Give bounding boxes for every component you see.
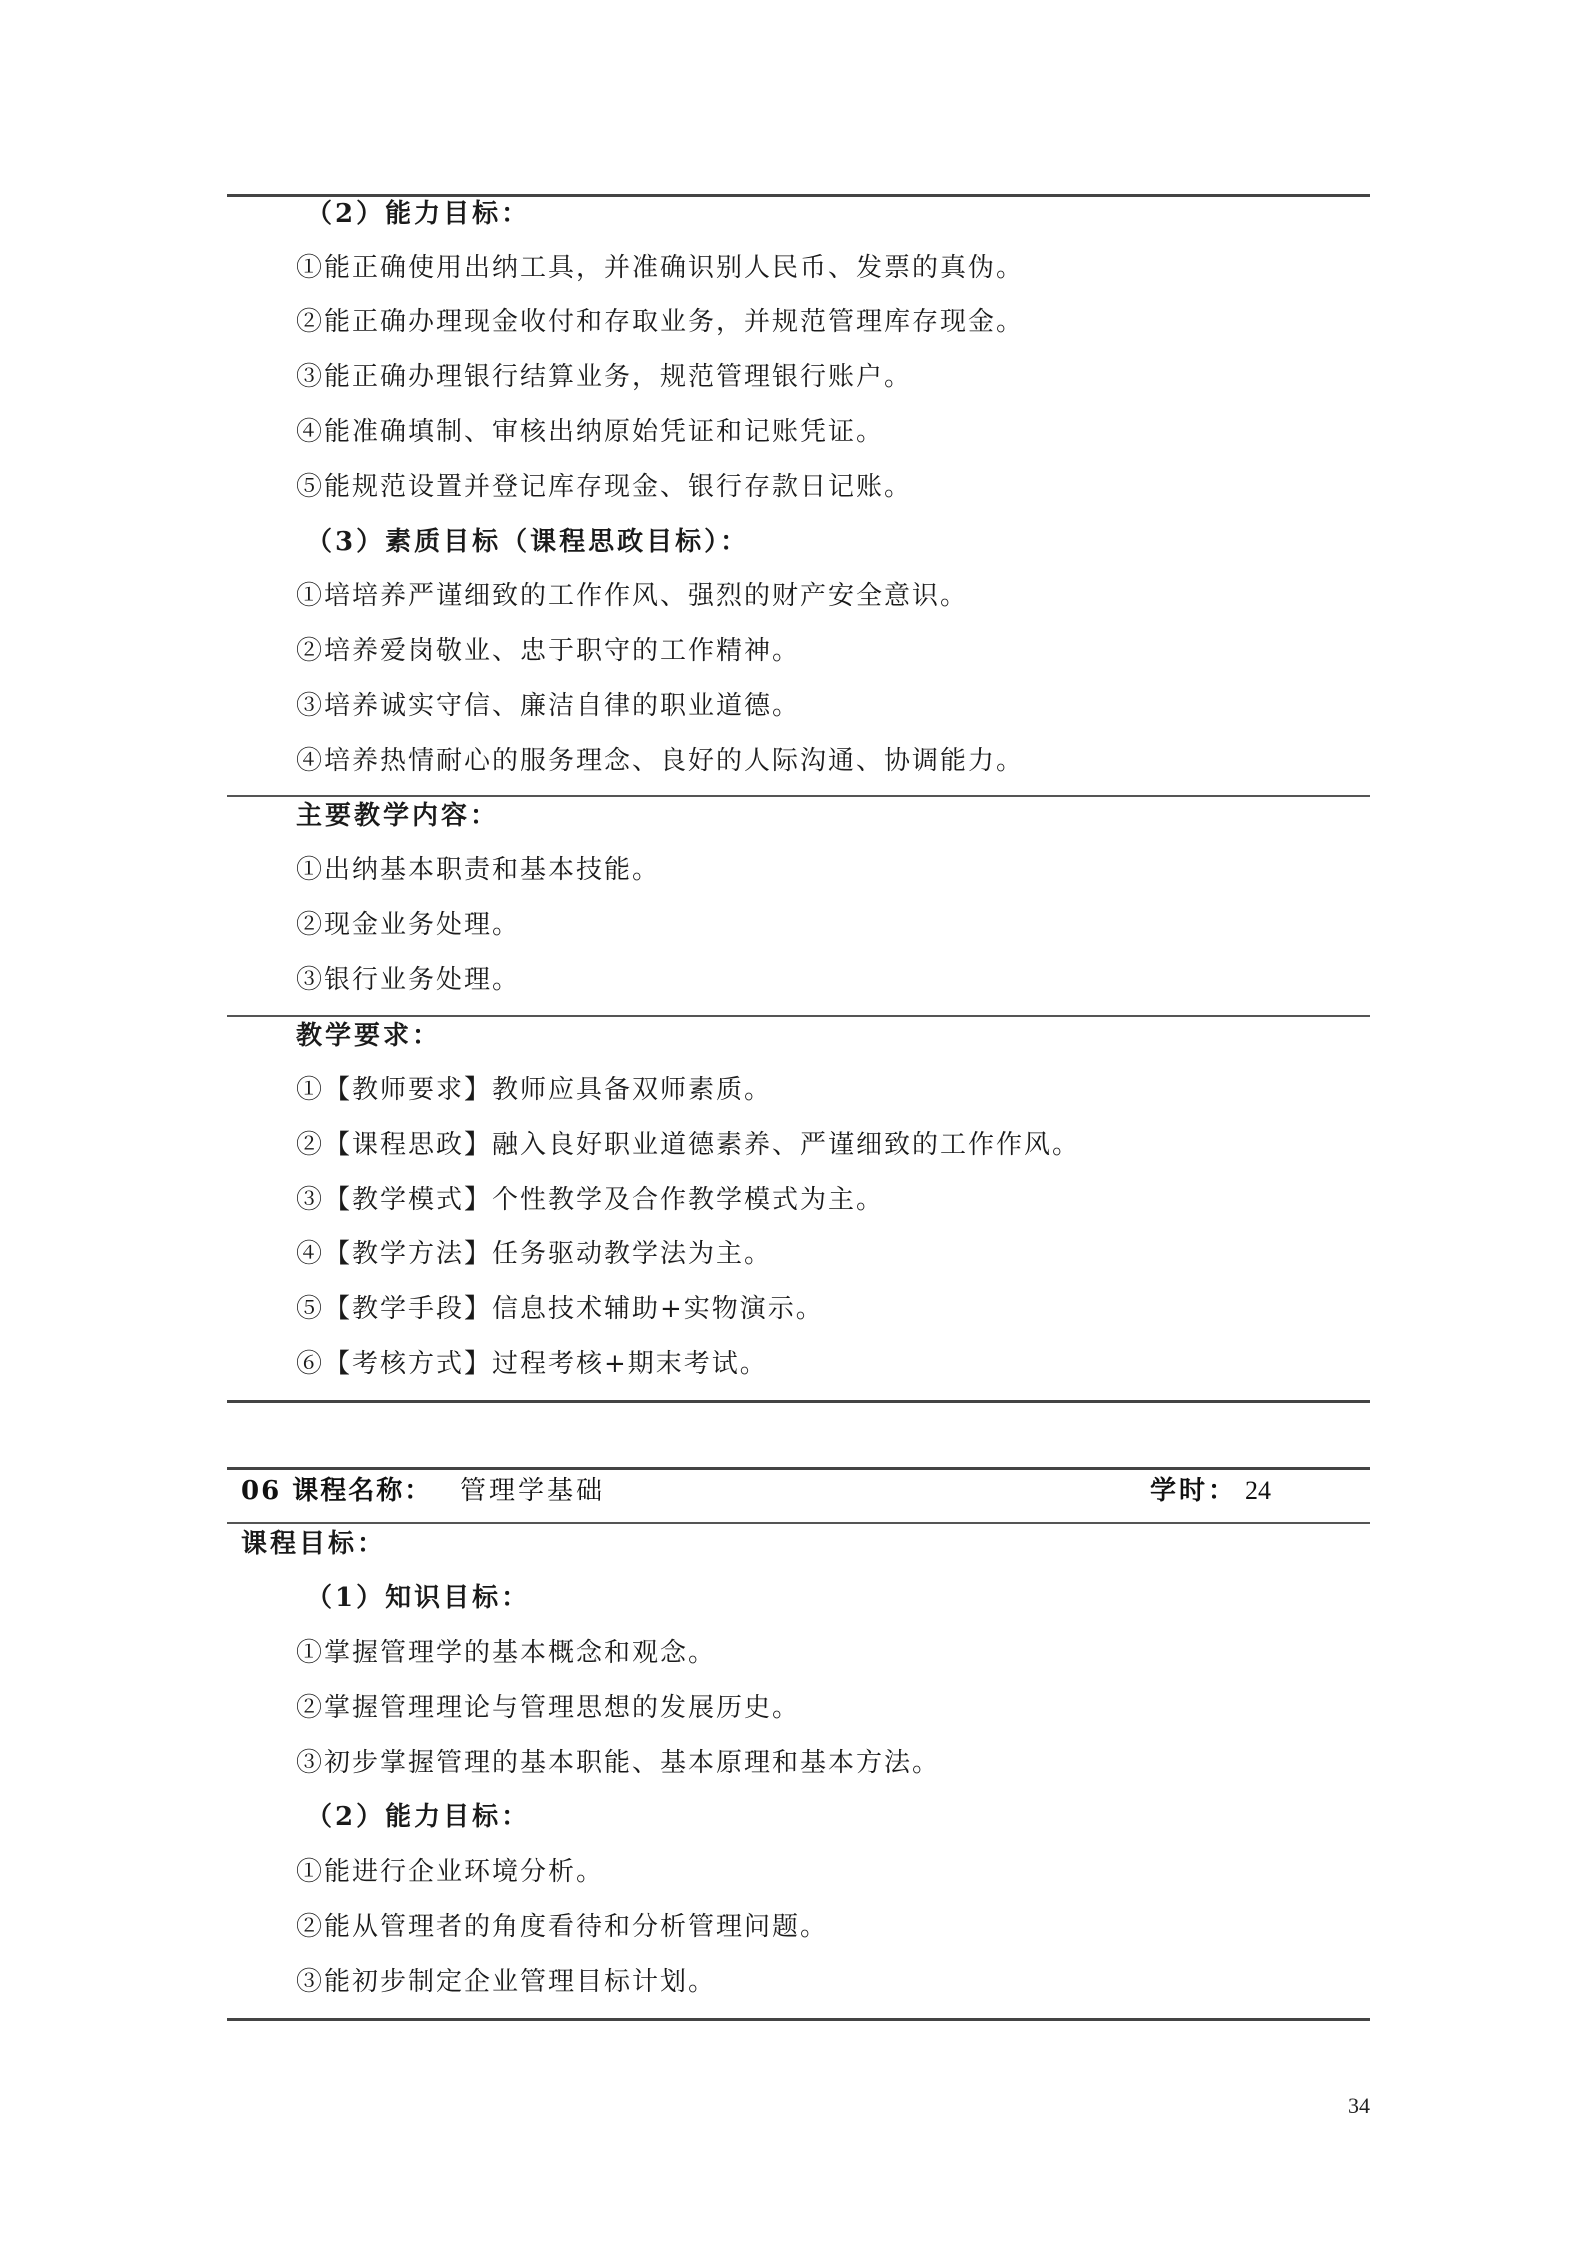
course-name-label: 06 课程名称： bbox=[241, 1476, 433, 1506]
table-top-rule bbox=[227, 1467, 1370, 1470]
list-item: ①培培养严谨细致的工作作风、强烈的财产安全意识。 bbox=[296, 581, 969, 611]
teaching-requirements-heading: 教学要求： bbox=[296, 1021, 442, 1051]
list-item: ⑤能规范设置并登记库存现金、银行存款日记账。 bbox=[296, 472, 913, 502]
table-divider bbox=[227, 1015, 1370, 1017]
ability-goals-heading: （2）能力目标： bbox=[306, 1802, 531, 1832]
list-item: ③培养诚实守信、廉洁自律的职业道德。 bbox=[296, 691, 801, 721]
table-divider bbox=[227, 795, 1370, 797]
course-goals-heading: 课程目标： bbox=[241, 1529, 387, 1559]
table-divider bbox=[227, 1522, 1370, 1524]
list-item: ③初步掌握管理的基本职能、基本原理和基本方法。 bbox=[296, 1748, 941, 1778]
teaching-content-heading: 主要教学内容： bbox=[296, 801, 500, 831]
quality-goals-heading: （3）素质目标（课程思政目标）： bbox=[306, 527, 750, 557]
list-item: ④培养热情耐心的服务理念、良好的人际沟通、协调能力。 bbox=[296, 746, 1025, 776]
hours-value: 24 bbox=[1245, 1476, 1271, 1505]
table-bottom-rule bbox=[227, 1400, 1370, 1403]
list-item: ①【教师要求】教师应具备双师素质。 bbox=[296, 1075, 773, 1105]
list-item: ④【教学方法】任务驱动教学法为主。 bbox=[296, 1239, 773, 1269]
list-item: ③能正确办理银行结算业务，规范管理银行账户。 bbox=[296, 362, 913, 392]
list-item: ①出纳基本职责和基本技能。 bbox=[296, 855, 661, 885]
course-name-value: 管理学基础 bbox=[460, 1476, 606, 1506]
list-item: ③【教学模式】个性教学及合作教学模式为主。 bbox=[296, 1185, 885, 1215]
list-item: ②现金业务处理。 bbox=[296, 910, 521, 940]
list-item: ①掌握管理学的基本概念和观念。 bbox=[296, 1638, 717, 1668]
table-bottom-rule bbox=[227, 2018, 1370, 2021]
list-item: ⑥【考核方式】过程考核+期末考试。 bbox=[296, 1349, 768, 1379]
list-item: ①能进行企业环境分析。 bbox=[296, 1857, 605, 1887]
list-item: ②掌握管理理论与管理思想的发展历史。 bbox=[296, 1693, 801, 1723]
list-item: ③银行业务处理。 bbox=[296, 965, 521, 995]
list-item: ②能从管理者的角度看待和分析管理问题。 bbox=[296, 1912, 829, 1942]
knowledge-goals-heading: （1）知识目标： bbox=[306, 1583, 531, 1613]
list-item: ⑤【教学手段】信息技术辅助+实物演示。 bbox=[296, 1294, 824, 1324]
list-item: ③能初步制定企业管理目标计划。 bbox=[296, 1967, 717, 1997]
list-item: ④能准确填制、审核出纳原始凭证和记账凭证。 bbox=[296, 417, 885, 447]
ability-goals-heading: （2）能力目标： bbox=[306, 199, 531, 229]
list-item: ①能正确使用出纳工具，并准确识别人民币、发票的真伪。 bbox=[296, 253, 1025, 283]
list-item: ②能正确办理现金收付和存取业务，并规范管理库存现金。 bbox=[296, 307, 1025, 337]
page-number: 34 bbox=[1348, 2093, 1370, 2118]
hours-label: 学时： bbox=[1150, 1476, 1238, 1506]
list-item: ②【课程思政】融入良好职业道德素养、严谨细致的工作作风。 bbox=[296, 1130, 1081, 1160]
list-item: ②培养爱岗敬业、忠于职守的工作精神。 bbox=[296, 636, 801, 666]
